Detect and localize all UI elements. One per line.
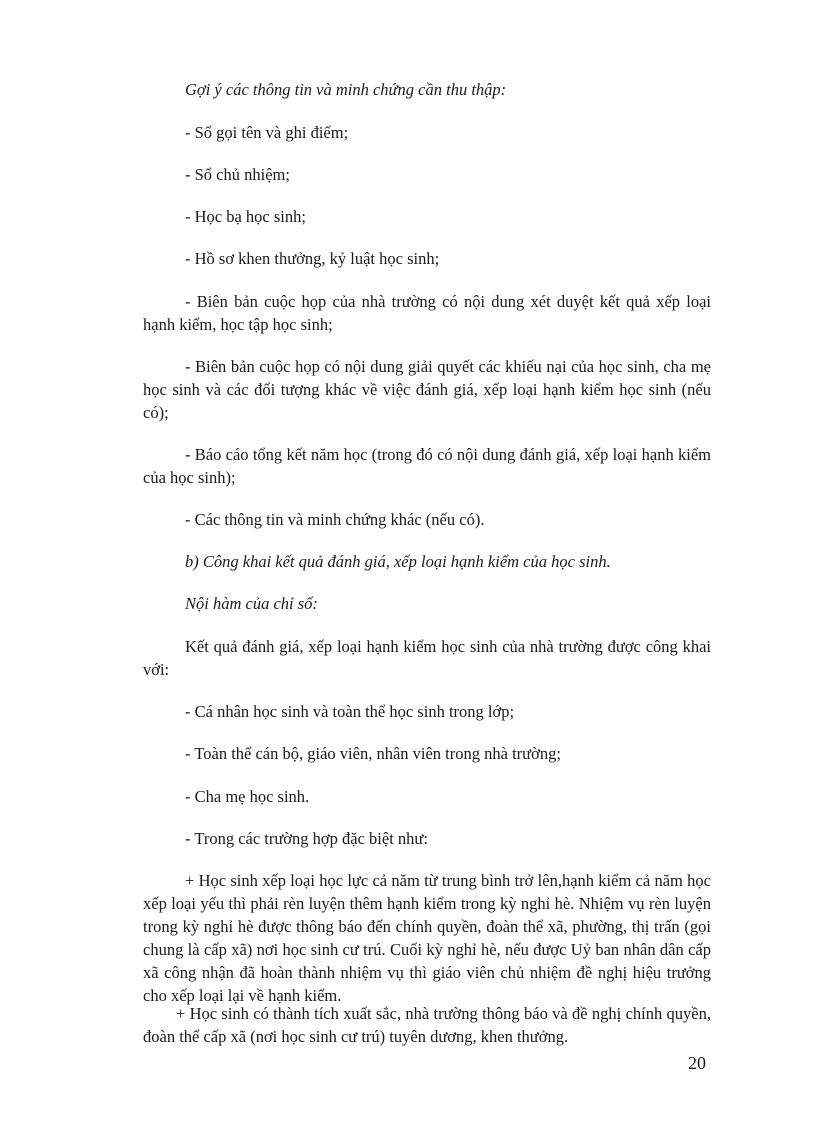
section-heading: b) Công khai kết quả đánh giá, xếp loại hạnh kiểm của học sinh. xyxy=(185,552,611,571)
list-item: - Sổ chủ nhiệm; xyxy=(185,165,290,184)
list-item: - Cá nhân học sinh và toàn thể học sinh trong lớp; xyxy=(185,702,515,721)
list-item: - Các thông tin và minh chứng khác (nếu có). xyxy=(185,510,485,529)
list-item: - Hồ sơ khen thưởng, kỷ luật học sinh; xyxy=(185,249,440,268)
body-paragraph: + Học sinh có thành tích xuất sắc, nhà trường thông báo và đề nghị chính quyền, đoàn thể cấp xã (nơi học sinh cư trú) tuyên dương, khen thưởng. xyxy=(143,1004,711,1046)
list-item: - Biên bản cuộc họp của nhà trường có nội dung xét duyệt kết quả xếp loại hạnh kiểm, học tập học sinh; xyxy=(143,292,711,334)
list-item: - Cha mẹ học sinh. xyxy=(185,787,310,806)
list-item: - Sổ gọi tên và ghi điểm; xyxy=(185,123,349,142)
list-item: - Báo cáo tổng kết năm học (trong đó có nội dung đánh giá, xếp loại hạnh kiểm của học sinh); xyxy=(143,445,711,487)
body-paragraph: Kết quả đánh giá, xếp loại hạnh kiểm học sinh của nhà trường được công khai với: xyxy=(143,637,711,679)
evidence-intro: Gợi ý các thông tin và minh chứng cần thu thập: xyxy=(185,80,507,99)
list-item: - Biên bản cuộc họp có nội dung giải quyết các khiếu nại của học sinh, cha mẹ học sinh và các đối tượng khác về việc đánh giá, xếp loại hạnh kiểm học sinh (nếu có); xyxy=(143,357,711,422)
page-number: 20 xyxy=(688,1053,706,1073)
list-item: - Toàn thể cán bộ, giáo viên, nhân viên trong nhà trường; xyxy=(185,744,561,763)
body-paragraph: + Học sinh xếp loại học lực cả năm từ trung bình trở lên,hạnh kiểm cả năm học xếp loại yếu thì phải rèn luyện thêm hạnh kiểm trong kỳ nghỉ hè. Nhiệm vụ rèn luyện trong kỳ nghỉ hè được thông báo đến chính quyền, đoàn thể xã, phường, thị trấn (gọi chung là cấp xã) nơi học sinh cư trú. Cuối kỳ nghỉ hè, nếu được Uỷ ban nhân dân cấp xã công nhận đã hoàn thành nhiệm vụ thì giáo viên chủ nhiệm đề nghị hiệu trưởng cho xếp loại lại về hạnh kiểm. xyxy=(143,871,711,1005)
subsection-heading: Nội hàm của chỉ số: xyxy=(185,594,318,613)
list-item: - Trong các trường hợp đặc biệt như: xyxy=(185,829,428,848)
list-item: - Học bạ học sinh; xyxy=(185,207,306,226)
